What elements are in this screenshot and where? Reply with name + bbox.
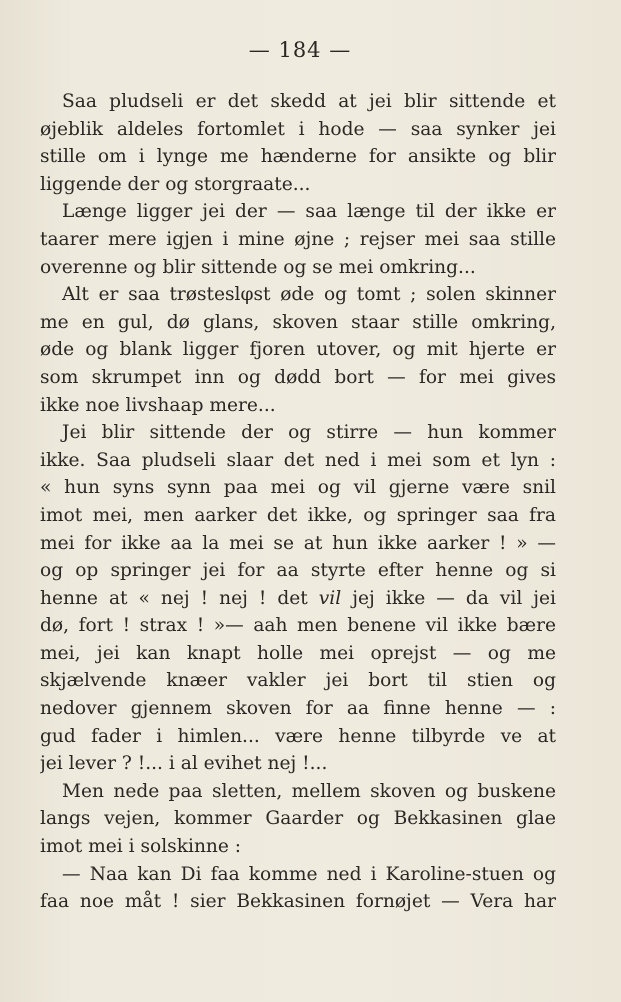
text-line: me en gul, dø glans, skoven staar stille omkring, <box>40 311 556 333</box>
text-line: « hun syns synn paa mei og vil gjerne være snil <box>40 477 556 499</box>
text-line: Jei blir sittende der og stirre — hun kommer <box>62 422 556 444</box>
text-line: skjælvende knæer vakler jei bort til stien og <box>40 670 556 692</box>
text-line: Alt er saa trøsteslφst øde og tomt ; solen skinner <box>62 284 556 306</box>
page-number: — 184 — <box>248 38 352 62</box>
text-line: Men nede paa sletten, mellem skoven og buskene <box>62 780 556 802</box>
text-line: Saa pludseli er det skedd at jei blir sittende et <box>62 91 556 112</box>
text-line: Længe ligger jei der — saa længe til der ikke er <box>62 201 556 223</box>
text-line: liggende der og storgraate... <box>40 173 311 195</box>
text-line: overenne og blir sittende og se mei omkring... <box>40 256 476 278</box>
text-line: øde og blank ligger fjoren utover, og mit hjerte er <box>40 339 556 361</box>
text-line: stille om i lynge me hænderne for ansikte og blir <box>40 146 556 168</box>
body-text <box>40 88 556 916</box>
text-line: mei for ikke aa la mei se at hun ikke aarker ! » — <box>40 532 556 554</box>
text-line: jei lever ? !... i al evihet nej !... <box>40 753 328 775</box>
text-line: ikke noe livshaap mere... <box>40 394 276 416</box>
text-line: og op springer jei for aa styrte efter henne og si <box>40 560 556 582</box>
text-line: — Naa kan Di faa komme ned i Karoline-stuen og <box>62 863 556 885</box>
text-line: langs vejen, kommer Gaarder og Bekkasinen glae <box>40 808 556 830</box>
text-line: dø, fort ! strax ! »— aah men benene vil ikke bære <box>40 615 556 637</box>
text-line: nedover gjennem skoven for aa finne henne — : <box>40 698 556 720</box>
text-line: taarer mere igjen i mine øjne ; rejser mei saa stille <box>40 228 556 250</box>
text-line: imot mei, men aarker det ikke, og springer saa fra <box>40 504 556 526</box>
text-line: ikke. Saa pludseli slaar det ned i mei som et lyn : <box>40 449 556 471</box>
text-line: faa noe måt ! sier Bekkasinen fornøjet — Vera har <box>40 891 556 913</box>
text-line: mei, jei kan knapt holle mei oprejst — og me <box>40 642 556 664</box>
text-line: imot mei i solskinne : <box>40 836 242 858</box>
text-line: gud fader i himlen... være henne tilbyrde ve at <box>40 725 556 747</box>
text-line: øjeblik aldeles fortomlet i hode — saa synker jei <box>40 118 556 140</box>
text-line: som skrumpet inn og dødd bort — for mei gives <box>40 366 556 388</box>
text-line: henne at « nej ! nej ! det vil jej ikke — da vil jei <box>40 587 556 609</box>
